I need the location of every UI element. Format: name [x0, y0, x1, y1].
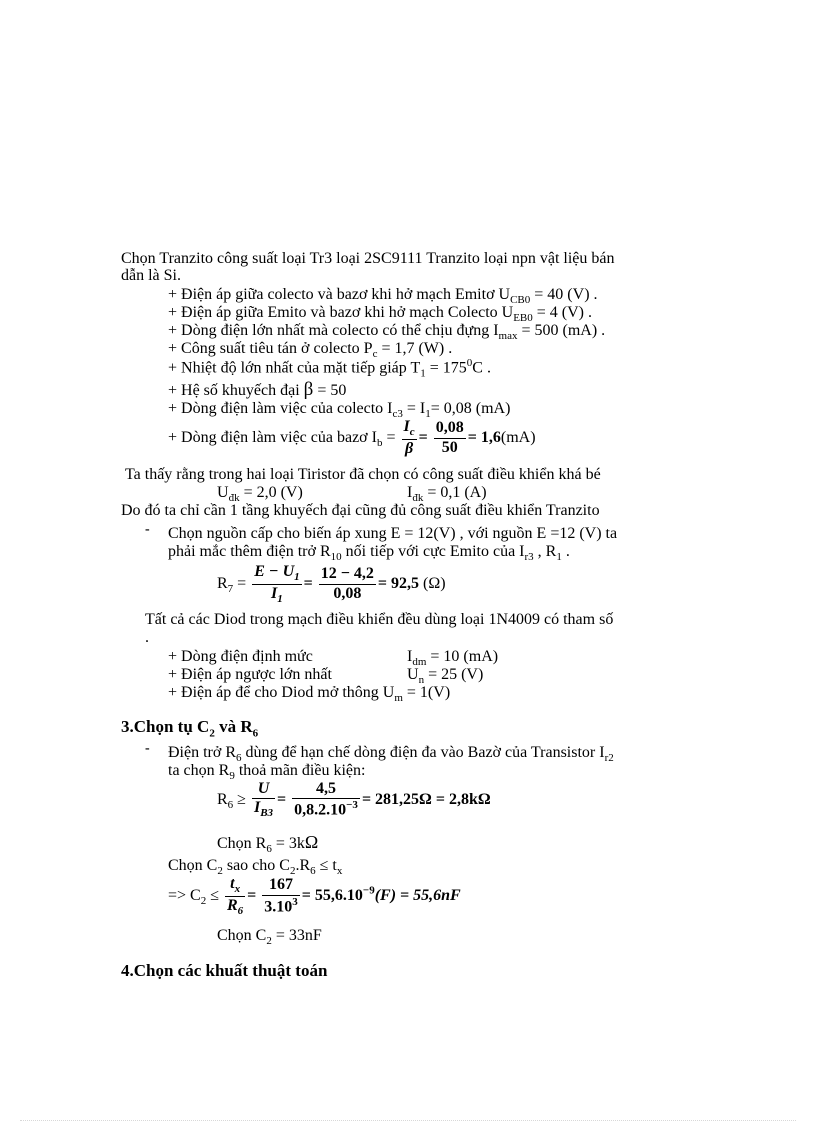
- c2-formula: => $C_2$ ≤ $\frac{t_x}{R_6}$ = $\frac{167}{3.10^3}$ = $55,6.10^{-9}(F) = 55,6nF$: [168, 875, 461, 918]
- section-3-line-2: ta chọn $R_9$ thoả mãn điều kiện:: [168, 762, 366, 783]
- r7-formula: $R_7$ = $\frac{E - U_1}{I_1}$ = $\frac{12 - 4,2}{0,08}$ = 92,5 (Ω): [217, 563, 446, 606]
- choose-c2: Chọn $C_2 = 33nF$: [217, 927, 322, 948]
- tiristor-idk: $I_{đk} = 0,1$ (A): [407, 484, 487, 505]
- tiristor-udk: $U_{đk} = 2,0$ (V): [217, 484, 303, 505]
- fraction-tx-over-r6: $\frac{t_x}{R_6}$: [227, 875, 244, 918]
- param-ic3: + Dòng điện làm việc của colecto $I_{c3} = I_1= 0,08$ (mA): [168, 400, 511, 421]
- section-4-heading: 4.Chọn các khuất thuật toán: [121, 961, 328, 980]
- param-beta: + Hệ số khuyếch đại β = 50: [168, 379, 347, 400]
- fraction-ic-over-beta: $\frac{I_c}{\beta}$: [403, 418, 415, 457]
- diode-um: + Điện áp để cho Diod mở thông $U_m = 1(V)$: [168, 684, 451, 705]
- choose-r6: Chọn $R_6 = 3k\Omega$: [217, 832, 319, 856]
- param-uebo: + Điện áp giữa Emito và bazơ khi hở mạch Colecto $U_{EB0} = 4$ (V) .: [168, 304, 592, 325]
- fraction-e-minus-u1-over-i1: $\frac{E - U_1}{I_1}$: [254, 563, 300, 606]
- page-bottom-border: [20, 1120, 796, 1121]
- diode-line-2: .: [145, 629, 149, 646]
- fraction-167-over-3-10-3: $\frac{167}{3.10^3}$: [264, 876, 298, 915]
- intro-line-2: dẫn là Si.: [121, 267, 181, 284]
- tiristor-line-3: Do đó ta chỉ cần 1 tầng khuyếch đại cũng đủ công suất điều khiển Tranzito: [121, 502, 600, 519]
- section-3-line-1: Điện trở $R_6$ dùng để hạn chế dòng điện đa vào Bazờ của Transistor $I_{r2}$: [168, 744, 614, 765]
- param-ucbo: + Điện áp giữa colecto và bazơ khi hở mạch Emitơ $U_{CB0} = 40$ (V) .: [168, 286, 598, 307]
- param-ib-formula: + Dòng điện làm việc của bazơ $I_b$ = $\frac{I_c}{\beta}$ = $\frac{0,08}{50}$ = 1,6(mA): [168, 418, 536, 457]
- source-line-1: Chọn nguồn cấp cho biến áp xung E = 12(V) , với nguồn E =12 (V) ta: [168, 525, 618, 542]
- diode-un-text: + Điện áp ngược lớn nhất: [168, 666, 332, 683]
- intro-line-1: Chọn Tranzito công suất loại Tr3 loại 2SC9111 Tranzito loại npn vật liệu bán: [121, 250, 615, 267]
- bullet-section-3: -: [145, 741, 150, 756]
- tiristor-line-1: Ta thấy rằng trong hai loại Tiristor đã chọn có công suất điều khiển khá bé: [125, 466, 601, 483]
- fraction-008-over-50: $\frac{0,08}{50}$: [435, 419, 464, 456]
- param-t1: + Nhiệt độ lớn nhất của mặt tiếp giáp $T_1 = 175^0C$ .: [168, 357, 491, 380]
- fraction-12-minus-42-over-008: $\frac{12 - 4,2}{0,08}$: [320, 565, 374, 602]
- bullet-source: -: [145, 522, 150, 537]
- diode-idm-value: $I_{dm} = 10$ (mA): [407, 648, 499, 669]
- fraction-45-over-08-2-10: $\frac{4,5}{0,8.2.10^{-3}}$: [294, 780, 358, 819]
- section-3-heading: 3.Chọn tụ $C_2$ và $R_6$: [121, 717, 259, 740]
- source-line-2: phải mắc thêm điện trở $R_{10}$ nối tiếp với cực Emito của $I_{r3}$ , $R_1$ .: [168, 543, 570, 564]
- c2-condition: Chọn $C_2$ sao cho $C_2.R_6 \le t_x$: [168, 857, 343, 878]
- param-imax: + Dòng điện lớn nhất mà colecto có thể chịu đựng $I_{max} = 500$ (mA) .: [168, 322, 606, 343]
- diode-un-value: $U_n = 25$ (V): [407, 666, 484, 687]
- diode-line-1: Tất cả các Diod trong mạch điều khiển đều dùng loại 1N4009 có tham số: [145, 611, 614, 628]
- diode-idm-text: + Dòng điện định mức: [168, 648, 313, 665]
- fraction-u-over-ib3: $\frac{U}{I_{B3}}$: [253, 780, 274, 820]
- r6-formula: $R_6$ ≥ $\frac{U}{I_{B3}}$ = $\frac{4,5}{0,8.2.10^{-3}}$ = 281,25Ω = 2,8kΩ: [217, 780, 491, 820]
- param-pc: + Công suất tiêu tán ở colecto $P_c = 1,7$ (W) .: [168, 340, 453, 361]
